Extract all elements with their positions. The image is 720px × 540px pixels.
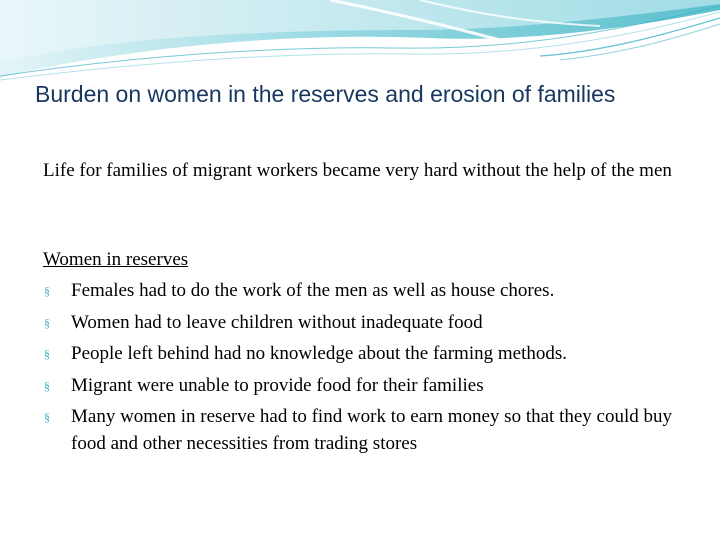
intro-paragraph: Life for families of migrant workers became very hard without the help of the men (43, 160, 672, 181)
bullet-square-icon: § (44, 410, 50, 424)
section-heading: Women in reserves (43, 249, 189, 270)
bullet-square-icon: § (44, 284, 50, 298)
bullet-item (43, 373, 693, 400)
bullet-square-icon: § (44, 378, 50, 393)
bullet-item (43, 341, 693, 368)
bullet-text: Women had to leave children without inadequate food (71, 311, 483, 333)
bullet-item (43, 310, 693, 337)
bullet-text: People left behind had no knowledge about the farming methods. (71, 343, 567, 364)
bullet-text: Females had to do the work of the men as well as house chores. (71, 280, 555, 301)
bullet-item (43, 404, 693, 457)
bullet-text: Migrant were unable to provide food for their families (71, 374, 484, 396)
bullet-list (43, 278, 693, 462)
bullet-text: Many women in reserve had to find work to earn money so that they could buy food and other necessities from trading stores (71, 406, 672, 454)
slide-title: Burden on women in the reserves and erosion of families (35, 81, 616, 107)
bullet-item (43, 278, 693, 305)
bullet-square-icon: § (44, 347, 50, 361)
bullet-square-icon: § (44, 315, 50, 330)
